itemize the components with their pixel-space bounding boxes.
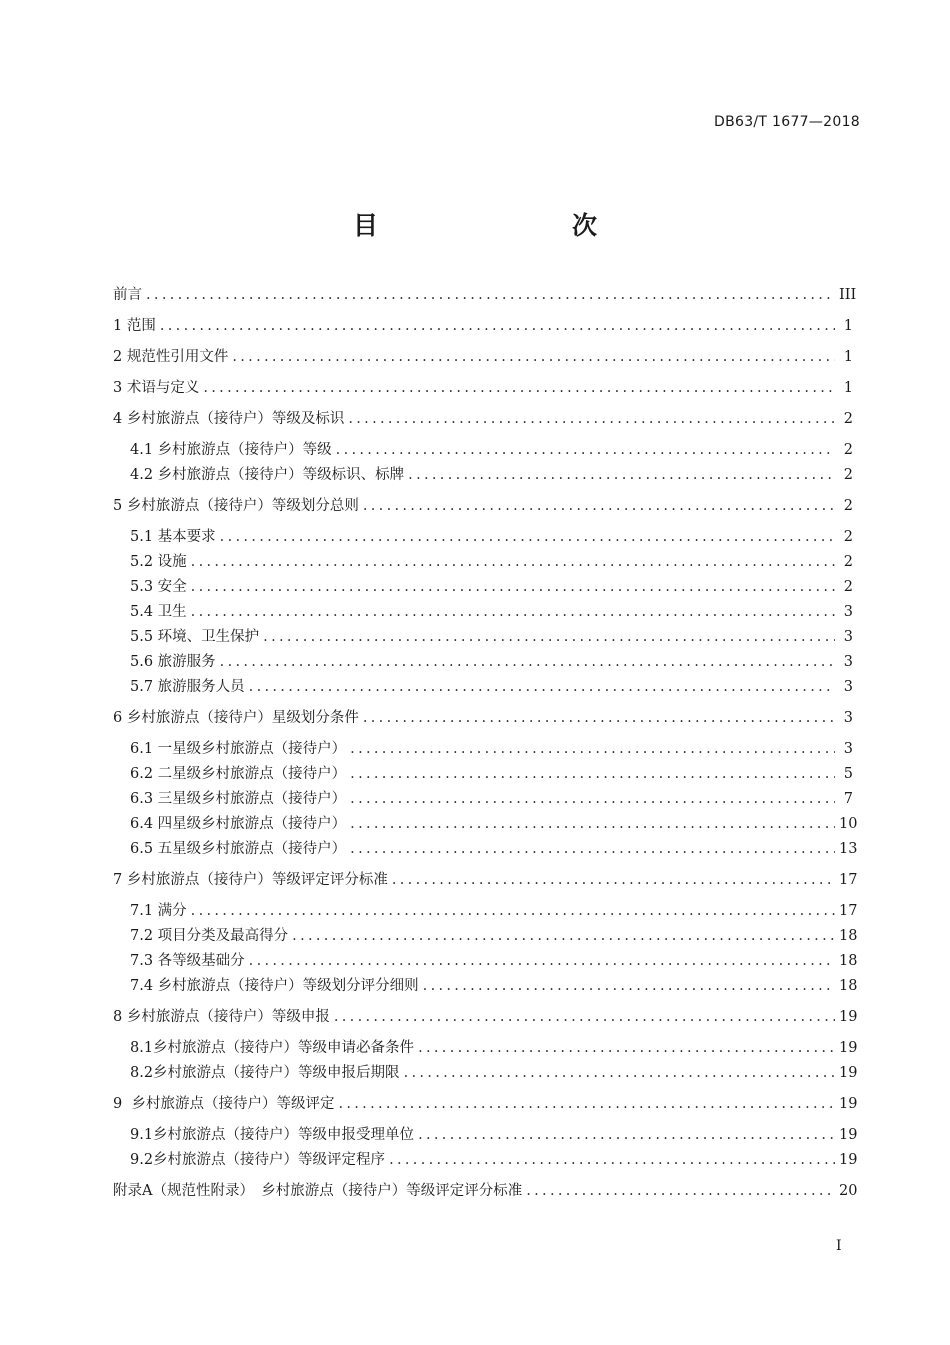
toc-entry-label: 6.1 一星级乡村旅游点（接待户） [130, 741, 347, 757]
dot-leader [350, 740, 835, 758]
toc-entry[interactable] [113, 1095, 858, 1113]
toc-entry[interactable] [113, 497, 853, 515]
toc-entry-page: 2 [843, 442, 853, 458]
toc-entry[interactable] [113, 927, 858, 945]
dot-leader [350, 840, 835, 858]
toc-entry-page: 2 [843, 411, 853, 427]
toc-entry-page: 17 [839, 903, 858, 919]
dot-leader [526, 1182, 835, 1200]
toc-entry[interactable] [113, 603, 853, 621]
dot-leader [203, 379, 835, 397]
document-code: DB63/T 1677—2018 [714, 114, 860, 130]
toc-entry-page: 19 [839, 1096, 858, 1112]
toc-entry[interactable] [113, 628, 853, 646]
toc-entry[interactable] [113, 678, 853, 696]
toc-entry-page: 3 [843, 710, 853, 726]
toc-entry[interactable] [113, 815, 858, 833]
dot-leader [191, 553, 835, 571]
toc-entry[interactable] [113, 410, 853, 428]
toc-entry-label: 5.3 安全 [130, 579, 187, 595]
toc-entry[interactable] [113, 1151, 858, 1169]
dot-leader [249, 952, 835, 970]
toc-entry-page: 19 [839, 1040, 858, 1056]
dot-leader [146, 286, 835, 304]
dot-leader [363, 709, 835, 727]
dot-leader [191, 578, 835, 596]
toc-entry-page: 2 [843, 498, 853, 514]
toc-entry[interactable] [113, 286, 857, 304]
toc-entry-page: 3 [843, 741, 853, 757]
toc-entry-label: 5 乡村旅游点（接待户）等级划分总则 [113, 498, 359, 514]
toc-entry[interactable] [113, 317, 853, 335]
toc-entry[interactable] [113, 871, 858, 889]
toc-entry-page: 2 [843, 579, 853, 595]
dot-leader [249, 678, 835, 696]
toc-entry-page: 18 [839, 928, 858, 944]
toc-entry-label: 2 规范性引用文件 [113, 349, 229, 365]
table-of-contents [113, 286, 858, 1200]
toc-entry[interactable] [113, 1182, 858, 1200]
dot-leader [263, 628, 835, 646]
toc-entry-label: 4 乡村旅游点（接待户）等级及标识 [113, 411, 345, 427]
toc-entry-label: 5.7 旅游服务人员 [130, 679, 245, 695]
dot-leader [334, 1008, 835, 1026]
toc-entry[interactable] [113, 1064, 858, 1082]
toc-entry[interactable] [113, 952, 858, 970]
dot-leader [350, 815, 835, 833]
toc-entry[interactable] [113, 1126, 858, 1144]
toc-entry-label: 9 乡村旅游点（接待户）等级评定 [113, 1096, 335, 1112]
dot-leader [348, 410, 835, 428]
toc-entry[interactable] [113, 902, 858, 920]
toc-entry[interactable] [113, 466, 853, 484]
dot-leader [220, 653, 835, 671]
toc-entry-page: 20 [839, 1183, 858, 1199]
dot-leader [392, 871, 835, 889]
toc-entry-label: 5.5 环境、卫生保护 [130, 629, 260, 645]
dot-leader [232, 348, 835, 366]
dot-leader [220, 528, 835, 546]
toc-entry-label: 5.2 设施 [130, 554, 187, 570]
toc-entry-page: 1 [843, 380, 853, 396]
toc-entry-label: 7.2 项目分类及最高得分 [130, 928, 289, 944]
toc-entry-label: 3 术语与定义 [113, 380, 200, 396]
toc-entry-label: 8.2乡村旅游点（接待户）等级申报后期限 [130, 1065, 400, 1081]
toc-entry-page: 2 [843, 529, 853, 545]
toc-entry-page: 19 [839, 1065, 858, 1081]
toc-entry-page: 18 [839, 953, 858, 969]
dot-leader [350, 790, 835, 808]
toc-entry-page: 1 [843, 318, 853, 334]
toc-entry-page: 19 [839, 1127, 858, 1143]
toc-entry-label: 5.6 旅游服务 [130, 654, 216, 670]
toc-entry-label: 7 乡村旅游点（接待户）等级评定评分标准 [113, 872, 388, 888]
dot-leader [363, 497, 835, 515]
toc-entry-label: 4.1 乡村旅游点（接待户）等级 [130, 442, 332, 458]
toc-entry-page: 2 [843, 554, 853, 570]
toc-entry[interactable] [113, 653, 853, 671]
toc-entry-label: 附录A（规范性附录） 乡村旅游点（接待户）等级评定评分标准 [113, 1183, 523, 1199]
dot-leader [418, 1126, 835, 1144]
toc-entry-label: 6 乡村旅游点（接待户）星级划分条件 [113, 710, 359, 726]
dot-leader [350, 765, 835, 783]
dot-leader [292, 927, 835, 945]
toc-entry-label: 前言 [113, 287, 142, 303]
toc-entry-label: 4.2 乡村旅游点（接待户）等级标识、标牌 [130, 467, 405, 483]
toc-entry-label: 7.1 满分 [130, 903, 187, 919]
page-title: 目 次 [352, 211, 645, 240]
toc-entry-label: 5.1 基本要求 [130, 529, 216, 545]
toc-entry-page: 3 [843, 629, 853, 645]
toc-entry[interactable] [113, 709, 853, 727]
dot-leader [423, 977, 835, 995]
toc-entry-label: 6.5 五星级乡村旅游点（接待户） [130, 841, 347, 857]
toc-entry-page: 18 [839, 978, 858, 994]
toc-entry[interactable] [113, 528, 853, 546]
toc-entry[interactable] [113, 553, 853, 571]
toc-entry[interactable] [113, 379, 853, 397]
dot-leader [191, 603, 835, 621]
toc-entry-page: 3 [843, 654, 853, 670]
toc-entry-label: 7.3 各等级基础分 [130, 953, 245, 969]
dot-leader [418, 1039, 835, 1057]
toc-entry-page: 10 [839, 816, 858, 832]
toc-entry-page: III [839, 287, 857, 303]
toc-entry-label: 8.1乡村旅游点（接待户）等级申请必备条件 [130, 1040, 415, 1056]
toc-entry[interactable] [113, 740, 853, 758]
toc-entry[interactable] [113, 441, 853, 459]
toc-entry-page: 17 [839, 872, 858, 888]
toc-entry[interactable] [113, 578, 853, 596]
toc-entry[interactable] [113, 977, 858, 995]
toc-entry[interactable] [113, 840, 858, 858]
toc-entry-page: 13 [839, 841, 858, 857]
toc-entry-label: 9.1乡村旅游点（接待户）等级申报受理单位 [130, 1127, 415, 1143]
toc-entry-page: 5 [843, 766, 853, 782]
dot-leader [191, 902, 835, 920]
toc-entry-label: 1 范围 [113, 318, 156, 334]
toc-entry-label: 6.3 三星级乡村旅游点（接待户） [130, 791, 347, 807]
toc-entry-label: 6.2 二星级乡村旅游点（接待户） [130, 766, 347, 782]
toc-entry-label: 5.4 卫生 [130, 604, 187, 620]
toc-entry-label: 8 乡村旅游点（接待户）等级申报 [113, 1009, 330, 1025]
toc-entry[interactable] [113, 790, 853, 808]
dot-leader [160, 317, 835, 335]
toc-entry[interactable] [113, 765, 853, 783]
toc-entry[interactable] [113, 1039, 858, 1057]
toc-entry-page: 3 [843, 679, 853, 695]
dot-leader [389, 1151, 835, 1169]
toc-entry-page: 7 [843, 791, 853, 807]
toc-entry-label: 6.4 四星级乡村旅游点（接待户） [130, 816, 347, 832]
dot-leader [338, 1095, 835, 1113]
toc-entry-label: 9.2乡村旅游点（接待户）等级评定程序 [130, 1152, 386, 1168]
toc-entry-page: 1 [843, 349, 853, 365]
toc-entry-label: 7.4 乡村旅游点（接待户）等级划分评分细则 [130, 978, 419, 994]
toc-entry[interactable] [113, 1008, 858, 1026]
toc-entry[interactable] [113, 348, 853, 366]
toc-entry-page: 19 [839, 1009, 858, 1025]
dot-leader [336, 441, 835, 459]
toc-entry-page: 2 [843, 467, 853, 483]
page-number: I [836, 1238, 842, 1254]
dot-leader [404, 1064, 835, 1082]
dot-leader [408, 466, 835, 484]
toc-entry-page: 3 [843, 604, 853, 620]
toc-entry-page: 19 [839, 1152, 858, 1168]
